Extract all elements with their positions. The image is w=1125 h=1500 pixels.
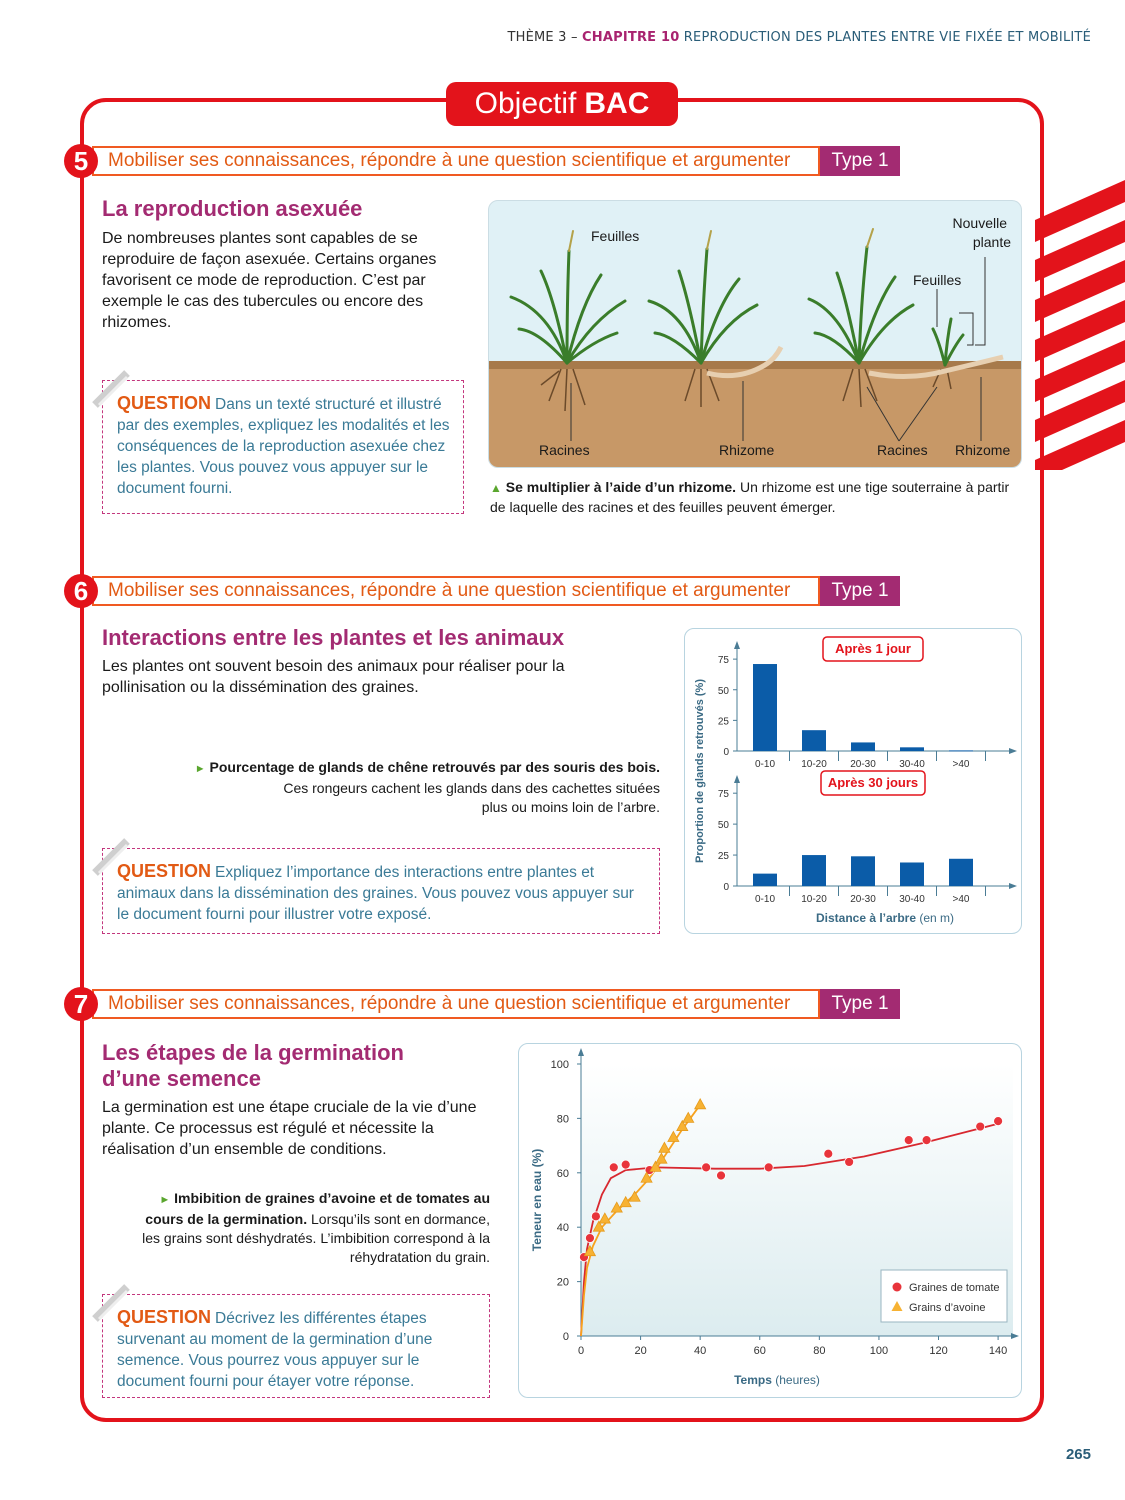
rhizome-illustration [489, 201, 1022, 468]
data-point-tomate [824, 1149, 833, 1158]
x-tick-label: 20 [634, 1345, 647, 1357]
x-tick-label: 0-10 [754, 759, 776, 770]
x-tick-label: 80 [813, 1345, 826, 1357]
section-title: Interactions entre les plantes et les animaux [102, 625, 565, 650]
question-label: QUESTION [117, 1307, 212, 1327]
data-point-tomate [591, 1212, 600, 1221]
x-axis-label [816, 911, 954, 925]
data-point-tomate [904, 1136, 913, 1145]
bar [900, 747, 924, 751]
caption-line-2: Ces rongeurs cachent les glands dans des cachettes situées [283, 780, 660, 796]
x-axis-arrow-icon [1011, 1333, 1019, 1339]
data-point-tomate [994, 1117, 1003, 1126]
label-racines-2: Racines [877, 442, 928, 458]
question-box [102, 1294, 490, 1398]
section-title: La reproduction asexuée [102, 196, 363, 221]
section-text: La germination est une étape cruciale de la vie d’une plante. Ce processus est régulé et nécessite la réalisation d’un ensemble de conditions. [102, 1099, 477, 1158]
y-tick-label: 0 [723, 882, 729, 893]
data-point-tomate [845, 1157, 854, 1166]
exercise-skill-label: Mobiliser ses connaissances, répondre à une question scientifique et argumenter [92, 146, 820, 176]
caption-bold-2: cours de la germination. [145, 1211, 308, 1227]
x-tick-label: 60 [753, 1345, 766, 1357]
figure-caption [150, 758, 660, 817]
y-tick-label: 20 [556, 1276, 569, 1289]
y-tick-label: 60 [556, 1167, 569, 1180]
bar [851, 856, 875, 886]
exercise-type-badge: Type 1 [820, 989, 900, 1019]
y-tick-label: 50 [717, 685, 729, 697]
bar [851, 742, 875, 751]
bar [949, 750, 973, 751]
section-text: Les plantes ont souvent besoin des animaux pour réaliser pour la pollinisation ou la dissémination des graines. [102, 658, 565, 696]
chart-title: Après 1 jour [835, 641, 911, 656]
x-tick-label: 20-30 [850, 894, 876, 905]
decorative-stripes [1035, 180, 1125, 470]
label-racines-1: Racines [539, 442, 590, 458]
title-line-1: Les étapes de la germination [102, 1040, 404, 1065]
label-feuilles-1: Feuilles [591, 228, 640, 244]
x-axis-arrow-icon [1009, 748, 1017, 754]
plant-2 [649, 231, 757, 363]
legend-label-tomate: Graines de tomate [909, 1282, 1000, 1294]
x-tick-label: 20-30 [850, 759, 876, 770]
y-tick-label: 100 [550, 1059, 569, 1071]
title-line-2: d’une semence [102, 1066, 261, 1091]
plant-3 [809, 229, 963, 365]
chapter-title: REPRODUCTION DES PLANTES ENTRE VIE FIXÉE ET MOBILITÉ [683, 30, 1091, 45]
germination-chart [518, 1043, 1022, 1398]
question-text: Dans un texté structuré et illustré par des exemples, expliquez les modalités et les conséquences de la reproduction asexuée chez les plantes. Vous pouvez vous appuyer sur le document fourni. [117, 396, 450, 497]
question-text: Décrivez les différentes étapes survenant au moment de la germination d’une semence. Vous pourrez vous appuyer sur le document fourni pour étayer votre réponse. [117, 1310, 433, 1390]
question-box [102, 848, 660, 934]
legend-box [881, 1270, 1007, 1322]
y-tick-label: 40 [556, 1222, 569, 1235]
exercise-number: 7 [64, 987, 98, 1021]
x-tick-label: 120 [929, 1345, 948, 1357]
exercise-number: 6 [64, 574, 98, 608]
exercise-6-header [64, 574, 900, 608]
exercise-skill-label: Mobiliser ses connaissances, répondre à une question scientifique et argumenter [92, 989, 820, 1019]
theme-label: THÈME 3 – [507, 30, 578, 45]
page-curl-icon [91, 1283, 131, 1323]
x-tick-label: 0-10 [754, 894, 776, 905]
x-tick-label: >40 [952, 759, 970, 770]
arrow-icon: ► [194, 763, 206, 775]
x-axis-label-unit: (heures) [775, 1373, 820, 1387]
label-plante: plante [972, 234, 1011, 250]
plant-1 [511, 231, 625, 363]
label-nouvelle: Nouvelle [952, 215, 1007, 231]
y-tick-label: 0 [562, 1331, 569, 1343]
exercise-skill-label: Mobiliser ses connaissances, répondre à une question scientifique et argumenter [92, 576, 820, 606]
label-feuilles-2: Feuilles [913, 272, 962, 288]
x-tick-label: 10-20 [801, 759, 827, 770]
y-tick-label: 25 [717, 851, 729, 863]
data-point-tomate [585, 1234, 594, 1243]
exercise-5-header [64, 144, 900, 178]
figure-caption [490, 478, 1020, 517]
banner-bold: BAC [584, 87, 650, 120]
bar [949, 859, 973, 886]
x-tick-label: 100 [869, 1345, 889, 1357]
caption-line-2: les grains sont déshydratés. L’imbibition correspond à la [142, 1230, 490, 1246]
x-axis-label [734, 1373, 820, 1387]
x-tick-label: 40 [694, 1345, 707, 1357]
bar [900, 862, 924, 886]
x-tick-label: 10-20 [801, 894, 827, 905]
x-tick-label: 30-40 [899, 759, 925, 770]
acorn-bar-charts [684, 628, 1022, 934]
data-point-tomate [976, 1122, 985, 1131]
banner-word: Objectif [474, 87, 577, 120]
section-title [102, 1040, 404, 1092]
caption-bold: Se multiplier à l’aide d’un rhizome. [505, 479, 737, 495]
question-label: QUESTION [117, 861, 212, 881]
caption-text: Un rhizome est une tige souterraine à partir de laquelle des racines et des feuilles peuvent émerger. [490, 479, 1010, 515]
data-point-tomate [922, 1136, 931, 1145]
exercise-7-header [64, 987, 900, 1021]
bar [753, 874, 777, 886]
legend-label-avoine: Grains d’avoine [909, 1302, 986, 1314]
page-curl-icon [91, 837, 131, 877]
data-point-tomate [717, 1171, 726, 1180]
section-text: De nombreuses plantes sont capables de se reproduire de façon asexuée. Certains organes favorisent ce mode de reproduction. C’est par exemple le cas des tubercules ou encore des rhizomes. [102, 230, 437, 331]
question-text: Expliquez l’importance des interactions entre plantes et animaux dans la dissémination des graines. Vous pouvez vous appuyer sur le document fourni pour illustrer votre exposé. [117, 864, 634, 923]
data-point-tomate [621, 1160, 630, 1169]
exercise-type-badge: Type 1 [820, 576, 900, 606]
caption-bold: Pourcentage de glands de chêne retrouvés par des souris des bois. [209, 759, 660, 775]
x-tick-label: >40 [952, 894, 970, 905]
exercise-type-badge: Type 1 [820, 146, 900, 176]
chart-title: Après 30 jours [827, 775, 919, 790]
y-axis-label: Teneur en eau (%) [530, 1148, 544, 1252]
triangle-icon: ▲ [490, 481, 502, 495]
y-axis-arrow-icon [734, 775, 740, 783]
bar [802, 730, 826, 751]
x-axis-label-main: Temps [734, 1373, 776, 1387]
running-head [507, 30, 1091, 45]
caption-line-3: plus ou moins loin de l’arbre. [481, 799, 660, 815]
y-tick-label: 25 [717, 716, 729, 728]
caption-bold-1: Imbibition de graines d’avoine et de tomates au [174, 1190, 490, 1206]
data-point-tomate [702, 1163, 711, 1172]
data-point-tomate [609, 1163, 618, 1172]
label-rhizome-1: Rhizome [719, 442, 775, 458]
x-axis-arrow-icon [1009, 883, 1017, 889]
bar [802, 855, 826, 886]
bar-charts-svg [685, 629, 1022, 934]
label-rhizome-2: Rhizome [955, 442, 1011, 458]
question-box [102, 380, 464, 514]
page-curl-icon [91, 369, 131, 409]
question-label: QUESTION [117, 393, 212, 413]
rhizome-figure [488, 200, 1022, 468]
legend-marker-tomate [893, 1283, 902, 1292]
germination-chart-svg [519, 1044, 1022, 1398]
x-tick-label: 140 [988, 1345, 1008, 1357]
x-axis-label-main: Distance à l’arbre [815, 911, 920, 925]
y-axis-arrow-icon [734, 641, 740, 649]
y-axis-arrow-icon [578, 1048, 584, 1056]
chapter-label: CHAPITRE 10 [582, 30, 680, 45]
x-tick-label: 0 [577, 1345, 585, 1357]
y-axis-label: Proportion de glands retrouvés (%) [694, 679, 706, 863]
y-tick-label: 75 [717, 655, 729, 667]
x-axis-label-unit: (en m) [919, 911, 955, 925]
caption-rest-1: Lorsqu’ils sont en dormance, [311, 1211, 490, 1227]
y-tick-label: 0 [723, 747, 729, 758]
y-tick-label: 80 [556, 1113, 569, 1126]
y-tick-label: 75 [717, 789, 729, 801]
arrow-icon: ► [159, 1194, 171, 1206]
caption-line-3: réhydratation du grain. [349, 1249, 490, 1265]
x-tick-label: 30-40 [899, 894, 925, 905]
data-point-tomate [764, 1163, 773, 1172]
y-tick-label: 50 [717, 820, 729, 832]
figure-caption [102, 1189, 490, 1267]
page-number: 265 [1065, 1446, 1091, 1463]
bar [753, 664, 777, 751]
exercise-number: 5 [64, 144, 98, 178]
objectif-bac-banner [446, 82, 678, 126]
